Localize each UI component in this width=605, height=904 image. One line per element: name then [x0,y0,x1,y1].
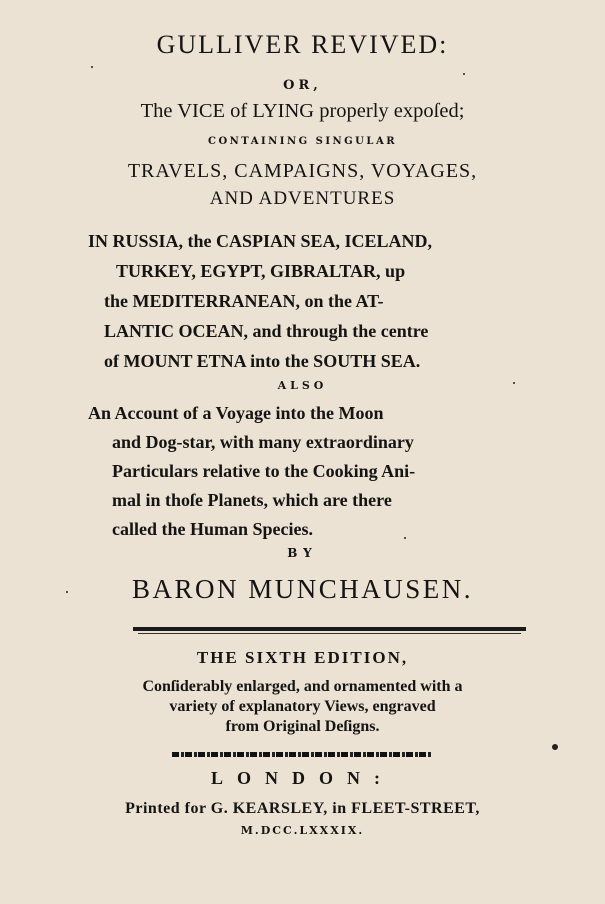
book-subtitle: The VICE of LYING properly expoſed; [140,100,465,122]
places-line: LANTIC OCEAN, and through the centre [104,321,429,341]
description-line: Conſiderably enlarged, and ornamented with a [142,678,463,695]
places-line: TURKEY, EGYPT, GIBRALTAR, up [116,261,406,281]
ink-speck [91,66,93,68]
imprint-printer: Printed for G. KEARSLEY, in FLEET-STREET, [125,800,480,817]
author-name: BARON MUNCHAUSEN. [131,574,474,604]
or-line: OR, [283,78,322,93]
ink-speck [463,73,465,75]
travels-line-1: TRAVELS, CAMPAIGNS, VOYAGES, [127,160,478,182]
thick-rule-divider [133,627,526,631]
places-line: IN RUSSIA, the CASPIAN SEA, ICELAND, [88,231,433,251]
account-line: mal in thoſe Planets, which are there [112,490,392,510]
by-line: BY [287,546,318,560]
also-line: ALSO [277,379,328,392]
places-line: of MOUNT ETNA into the SOUTH SEA. [104,351,421,371]
ornamental-rule [172,752,432,757]
containing-line: CONTAINING SINGULAR [207,136,398,147]
edition-line: THE SIXTH EDITION, [196,648,409,667]
places-paragraph [88,226,432,376]
account-line: Particulars relative to the Cooking Ani- [112,461,416,481]
ink-speck [404,537,406,539]
account-line: and Dog-star, with many extraordinary [112,432,414,452]
ink-speck [66,591,68,593]
places-line: the MEDITERRANEAN, on the AT- [104,291,384,311]
travels-line-2: AND ADVENTURES [209,188,396,209]
account-line: called the Human Species. [112,519,313,539]
description-line: from Original Deſigns. [225,718,380,735]
account-line: An Account of a Voyage into the Moon [88,403,384,423]
edition-description [0,677,605,737]
account-paragraph [88,399,415,544]
thin-rule-divider [138,633,521,634]
description-line: variety of explanatory Views, engraved [169,698,436,715]
imprint-date: M.DCC.LXXXIX. [240,824,365,837]
book-title: GULLIVER REVIVED: [156,30,449,59]
ink-speck [513,382,515,384]
ink-speck [552,744,558,750]
imprint-city: LONDON: [211,768,394,788]
